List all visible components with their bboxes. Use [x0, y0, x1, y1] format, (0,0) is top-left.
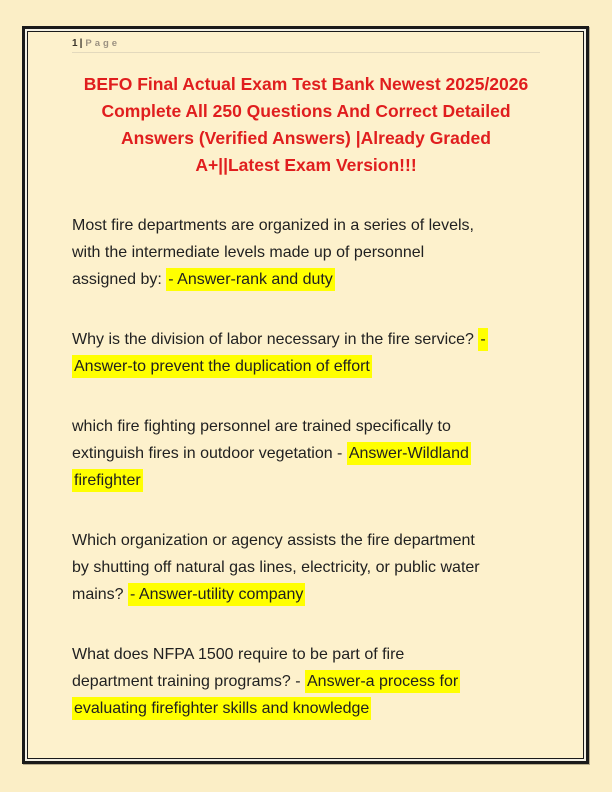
answer-highlight: evaluating firefighter skills and knowledge [72, 697, 371, 720]
qa-line [72, 266, 572, 293]
qa-item [72, 641, 572, 722]
question-text: Most fire departments are organized in a series of levels, [72, 217, 474, 234]
question-text: by shutting off natural gas lines, electricity, or public water [72, 559, 480, 576]
qa-line [72, 413, 572, 440]
qa-line [72, 641, 572, 668]
page-header [72, 37, 540, 53]
answer-highlight: Answer-a process for [305, 670, 460, 693]
page-content [28, 32, 583, 722]
question-text: which fire fighting personnel are trained specifically to [72, 418, 451, 435]
document-title [72, 71, 540, 179]
page-content-area [27, 31, 584, 759]
document-title-line: A+||Latest Exam Version!!! [195, 155, 417, 175]
question-text: extinguish fires in outdoor vegetation - [72, 445, 347, 462]
document-title-line: Complete All 250 Questions And Correct Detailed [101, 101, 511, 121]
qa-item [72, 326, 572, 380]
page-number: 1 [72, 38, 78, 49]
question-text: What does NFPA 1500 require to be part of fire [72, 646, 405, 663]
answer-highlight: firefighter [72, 469, 143, 492]
qa-line [72, 581, 572, 608]
page-border-frame [22, 26, 589, 764]
question-text: Why is the division of labor necessary in the fire service? [72, 331, 479, 348]
qa-line [72, 467, 572, 494]
answer-highlight: - [478, 328, 487, 351]
qa-line [72, 695, 572, 722]
question-text: department training programs? - [72, 673, 305, 690]
answer-highlight: - Answer-utility company [128, 583, 305, 606]
qa-item [72, 413, 572, 494]
qa-line [72, 527, 572, 554]
answer-highlight: Answer-to prevent the duplication of effort [72, 355, 372, 378]
qa-line [72, 668, 572, 695]
qa-line [72, 440, 572, 467]
document-title-line: BEFO Final Actual Exam Test Bank Newest 2025/2026 [83, 74, 529, 94]
qa-line [72, 239, 572, 266]
qa-line [72, 554, 572, 581]
question-text: Which organization or agency assists the fire department [72, 532, 475, 549]
question-text: mains? [72, 586, 129, 603]
qa-line [72, 326, 572, 353]
document-title-line: Answers (Verified Answers) |Already Graded [121, 128, 491, 148]
qa-line [72, 212, 572, 239]
qa-list [72, 212, 572, 722]
qa-item [72, 212, 572, 293]
page-header-label: Page [85, 38, 121, 49]
answer-highlight: Answer-Wildland [347, 442, 471, 465]
answer-highlight: - Answer-rank and duty [166, 268, 335, 291]
qa-item [72, 527, 572, 608]
question-text: assigned by: [72, 271, 167, 288]
page-header-separator: | [79, 38, 83, 49]
qa-line [72, 353, 572, 380]
question-text: with the intermediate levels made up of personnel [72, 244, 425, 261]
